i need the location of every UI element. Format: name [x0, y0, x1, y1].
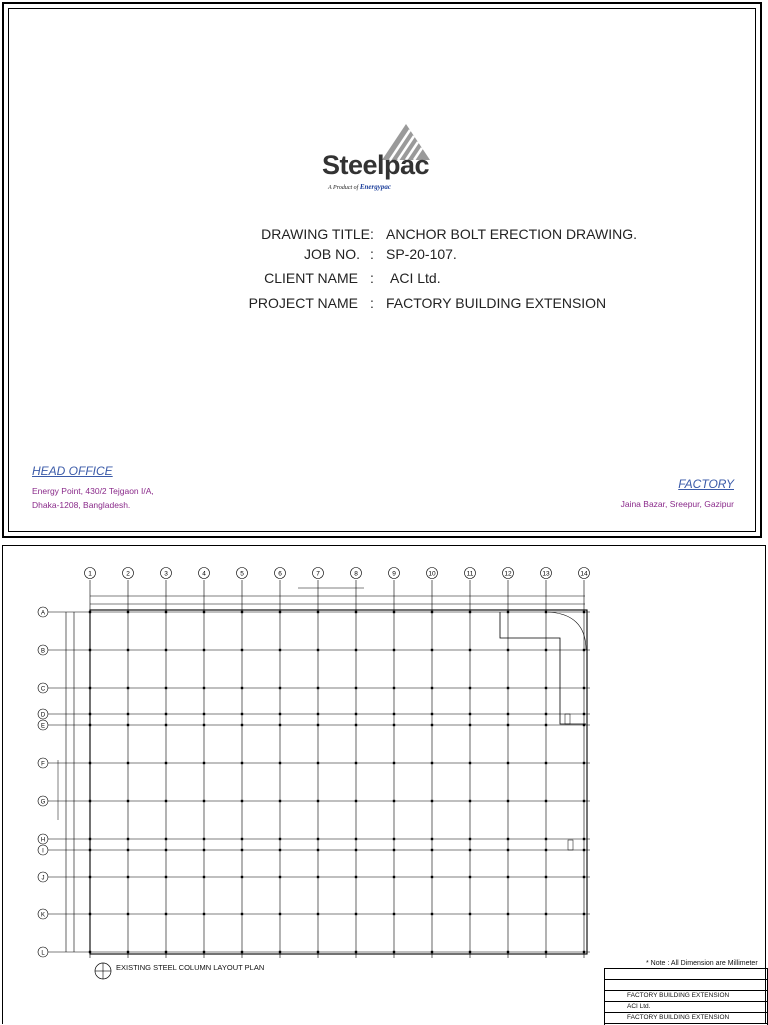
- row-grid-bubbles: [38, 607, 48, 957]
- head-office-title: HEAD OFFICE: [32, 464, 113, 478]
- column-marker: [127, 611, 129, 613]
- row-bubble: [38, 758, 48, 768]
- column-marker: [583, 800, 585, 802]
- column-marker: [583, 649, 585, 651]
- column-bubble: [161, 568, 172, 579]
- column-marker: [279, 762, 281, 764]
- column-marker: [165, 951, 167, 953]
- row-bubble: [38, 796, 48, 806]
- column-marker: [583, 849, 585, 851]
- column-marker: [545, 687, 547, 689]
- column-marker: [127, 649, 129, 651]
- title-block-row-project-repeat: FACTORY BUILDING EXTENSION: [605, 1013, 767, 1024]
- column-bubble: [541, 568, 552, 579]
- column-marker: [165, 687, 167, 689]
- grid-lines: [48, 580, 590, 958]
- column-marker: [203, 713, 205, 715]
- column-bubble: [503, 568, 514, 579]
- column-marker: [545, 849, 547, 851]
- row-label: B: [40, 648, 46, 655]
- column-marker: [127, 687, 129, 689]
- column-marker: [241, 762, 243, 764]
- head-office-address-line1: Energy Point, 430/2 Tejgaon I/A,: [32, 486, 154, 496]
- title-block-info-row: [605, 980, 767, 991]
- column-marker: [355, 951, 357, 953]
- column-marker: [507, 713, 509, 715]
- column-marker: [469, 649, 471, 651]
- column-label: 5: [240, 570, 244, 578]
- column-marker: [355, 800, 357, 802]
- column-marker: [203, 611, 205, 613]
- column-marker: [583, 713, 585, 715]
- column-marker: [127, 762, 129, 764]
- column-marker: [431, 611, 433, 613]
- column-marker: [127, 951, 129, 953]
- column-bubble: [275, 568, 286, 579]
- column-marker: [241, 849, 243, 851]
- column-label: 2: [126, 570, 130, 578]
- column-marker: [165, 849, 167, 851]
- column-marker: [393, 713, 395, 715]
- column-marker: [507, 649, 509, 651]
- row-label: L: [41, 950, 45, 957]
- column-marker: [507, 876, 509, 878]
- column-marker: [241, 800, 243, 802]
- column-marker: [317, 762, 319, 764]
- logo-wordmark: Steelpac: [322, 150, 430, 180]
- column-marker: [203, 951, 205, 953]
- row-bubble: [38, 709, 48, 719]
- column-marker: [431, 724, 433, 726]
- column-marker: [545, 762, 547, 764]
- column-marker: [279, 951, 281, 953]
- column-bubble: [237, 568, 248, 579]
- column-marker: [203, 762, 205, 764]
- column-marker: [317, 838, 319, 840]
- column-marker: [469, 713, 471, 715]
- title-block-header-row: [605, 969, 767, 980]
- column-marker: [203, 849, 205, 851]
- factory-address: Jaina Bazar, Sreepur, Gazipur: [620, 499, 734, 509]
- column-marker: [583, 838, 585, 840]
- column-marker: [545, 951, 547, 953]
- column-bubble: [465, 568, 476, 579]
- column-marker: [355, 913, 357, 915]
- column-label: 7: [316, 570, 320, 578]
- column-marker: [279, 649, 281, 651]
- column-marker: [279, 800, 281, 802]
- column-marker: [545, 913, 547, 915]
- column-marker: [469, 951, 471, 953]
- column-marker: [355, 849, 357, 851]
- column-marker: [355, 724, 357, 726]
- row-label: C: [40, 686, 46, 693]
- column-bubble: [85, 568, 96, 579]
- column-marker: [279, 687, 281, 689]
- column-marker: [165, 649, 167, 651]
- column-label: 10: [428, 570, 436, 578]
- column-marker: [317, 724, 319, 726]
- column-marker: [279, 876, 281, 878]
- row-label: A: [40, 610, 46, 617]
- column-marker: [279, 913, 281, 915]
- column-marker: [241, 876, 243, 878]
- column-marker: [203, 649, 205, 651]
- column-marker: [127, 876, 129, 878]
- factory-title: FACTORY: [678, 477, 734, 491]
- column-marker: [317, 649, 319, 651]
- column-marker: [241, 687, 243, 689]
- logo-tagline: A Product of Energypac: [328, 183, 391, 191]
- column-marker: [165, 800, 167, 802]
- column-marker: [317, 913, 319, 915]
- column-marker: [203, 838, 205, 840]
- column-marker: [203, 724, 205, 726]
- column-marker: [469, 838, 471, 840]
- column-marker: [355, 713, 357, 715]
- column-marker: [127, 838, 129, 840]
- column-marker: [583, 687, 585, 689]
- column-marker: [507, 913, 509, 915]
- column-marker: [507, 849, 509, 851]
- plan-extras: [58, 588, 587, 979]
- column-label: 13: [542, 570, 550, 578]
- column-marker: [355, 687, 357, 689]
- column-marker: [583, 876, 585, 878]
- column-marker: [507, 838, 509, 840]
- column-marker: [165, 876, 167, 878]
- column-marker: [279, 611, 281, 613]
- column-marker: [317, 849, 319, 851]
- column-marker: [393, 951, 395, 953]
- column-marker: [317, 951, 319, 953]
- column-marker: [241, 649, 243, 651]
- column-marker: [545, 876, 547, 878]
- row-bubble: [38, 720, 48, 730]
- row-bubble: [38, 834, 48, 844]
- row-bubble: [38, 872, 48, 882]
- column-bubble: [389, 568, 400, 579]
- column-marker: [355, 611, 357, 613]
- column-marker: [241, 713, 243, 715]
- row-label: F: [41, 761, 45, 768]
- column-marker: [203, 876, 205, 878]
- column-marker: [279, 838, 281, 840]
- column-marker: [355, 649, 357, 651]
- column-marker: [469, 762, 471, 764]
- column-marker: [507, 687, 509, 689]
- column-marker: [127, 913, 129, 915]
- column-marker: [165, 913, 167, 915]
- column-marker: [393, 724, 395, 726]
- row-bubble: [38, 909, 48, 919]
- column-grid-bubbles: [85, 568, 590, 579]
- column-marker: [469, 687, 471, 689]
- row-label: D: [40, 712, 46, 719]
- column-marker: [393, 800, 395, 802]
- column-marker: [507, 611, 509, 613]
- column-label: 11: [466, 570, 474, 578]
- column-marker: [469, 876, 471, 878]
- column-marker: [583, 762, 585, 764]
- column-marker: [431, 687, 433, 689]
- column-marker: [355, 762, 357, 764]
- column-marker: [317, 876, 319, 878]
- column-label: 6: [278, 570, 282, 578]
- column-marker: [165, 611, 167, 613]
- column-bubble: [351, 568, 362, 579]
- column-marker: [203, 800, 205, 802]
- title-block-row-client: ACI Ltd.: [605, 1002, 767, 1013]
- column-marker: [545, 800, 547, 802]
- column-marker: [431, 762, 433, 764]
- column-marker: [431, 649, 433, 651]
- row-bubble: [38, 845, 48, 855]
- column-marker: [355, 876, 357, 878]
- column-marker: [317, 611, 319, 613]
- row-bubble: [38, 607, 48, 617]
- column-label: 9: [392, 570, 396, 578]
- row-label: I: [42, 848, 44, 855]
- column-marker: [241, 724, 243, 726]
- head-office-address-line2: Dhaka-1208, Bangladesh.: [32, 500, 131, 510]
- column-marker: [241, 838, 243, 840]
- column-marker: [241, 611, 243, 613]
- dimension-note: * Note : All Dimension are Millimeter: [646, 960, 758, 967]
- column-marker: [279, 724, 281, 726]
- column-marker: [317, 713, 319, 715]
- column-marker: [393, 611, 395, 613]
- column-marker: [469, 849, 471, 851]
- column-marker: [583, 913, 585, 915]
- column-marker: [431, 876, 433, 878]
- column-marker: [165, 838, 167, 840]
- title-block: [604, 968, 768, 1025]
- row-bubble: [38, 645, 48, 655]
- column-marker: [545, 649, 547, 651]
- column-marker: [165, 713, 167, 715]
- column-marker: [431, 838, 433, 840]
- column-marker: [393, 849, 395, 851]
- column-marker: [431, 800, 433, 802]
- column-marker: [469, 611, 471, 613]
- column-marker: [507, 762, 509, 764]
- column-marker: [431, 951, 433, 953]
- row-label: J: [41, 875, 45, 882]
- row-bubble: [38, 947, 48, 957]
- column-label: 8: [354, 570, 358, 578]
- column-marker: [469, 800, 471, 802]
- column-marker: [431, 913, 433, 915]
- row-label: K: [40, 912, 46, 919]
- column-marker: [545, 713, 547, 715]
- title-block-row-project: FACTORY BUILDING EXTENSION: [605, 991, 767, 1002]
- column-bubble: [123, 568, 134, 579]
- column-marker: [393, 876, 395, 878]
- column-marker: [279, 713, 281, 715]
- column-marker: [583, 951, 585, 953]
- column-marker: [317, 800, 319, 802]
- column-label: 1: [88, 570, 92, 578]
- column-marker: [355, 838, 357, 840]
- column-marker: [127, 724, 129, 726]
- column-marker: [241, 913, 243, 915]
- column-marker: [469, 724, 471, 726]
- column-label: 14: [580, 570, 588, 578]
- column-bubble: [579, 568, 590, 579]
- column-marker: [507, 951, 509, 953]
- row-bubble: [38, 683, 48, 693]
- column-marker: [165, 762, 167, 764]
- column-marker: [431, 849, 433, 851]
- row-label: H: [40, 837, 46, 844]
- row-label: E: [40, 723, 46, 730]
- column-marker: [165, 724, 167, 726]
- column-marker: [393, 762, 395, 764]
- column-label: 3: [164, 570, 168, 578]
- column-marker: [127, 800, 129, 802]
- column-marker: [393, 687, 395, 689]
- column-marker: [545, 724, 547, 726]
- column-marker: [431, 713, 433, 715]
- column-marker: [393, 649, 395, 651]
- column-marker: [203, 687, 205, 689]
- column-marker: [393, 913, 395, 915]
- column-bubble: [313, 568, 324, 579]
- column-label: 12: [504, 570, 512, 578]
- column-marker: [545, 611, 547, 613]
- column-marker: [393, 838, 395, 840]
- column-marker: [203, 913, 205, 915]
- column-marker: [127, 713, 129, 715]
- column-marker: [507, 724, 509, 726]
- column-marker: [507, 800, 509, 802]
- row-label: G: [40, 799, 46, 806]
- column-marker: [583, 611, 585, 613]
- column-marker: [545, 838, 547, 840]
- column-marker: [127, 849, 129, 851]
- column-marker: [241, 951, 243, 953]
- column-bubble: [199, 568, 210, 579]
- column-marker: [469, 913, 471, 915]
- column-label: 4: [202, 570, 206, 578]
- column-marker: [317, 687, 319, 689]
- plan-title: EXISTING STEEL COLUMN LAYOUT PLAN: [116, 963, 265, 972]
- column-bubble: [427, 568, 438, 579]
- column-marker: [279, 849, 281, 851]
